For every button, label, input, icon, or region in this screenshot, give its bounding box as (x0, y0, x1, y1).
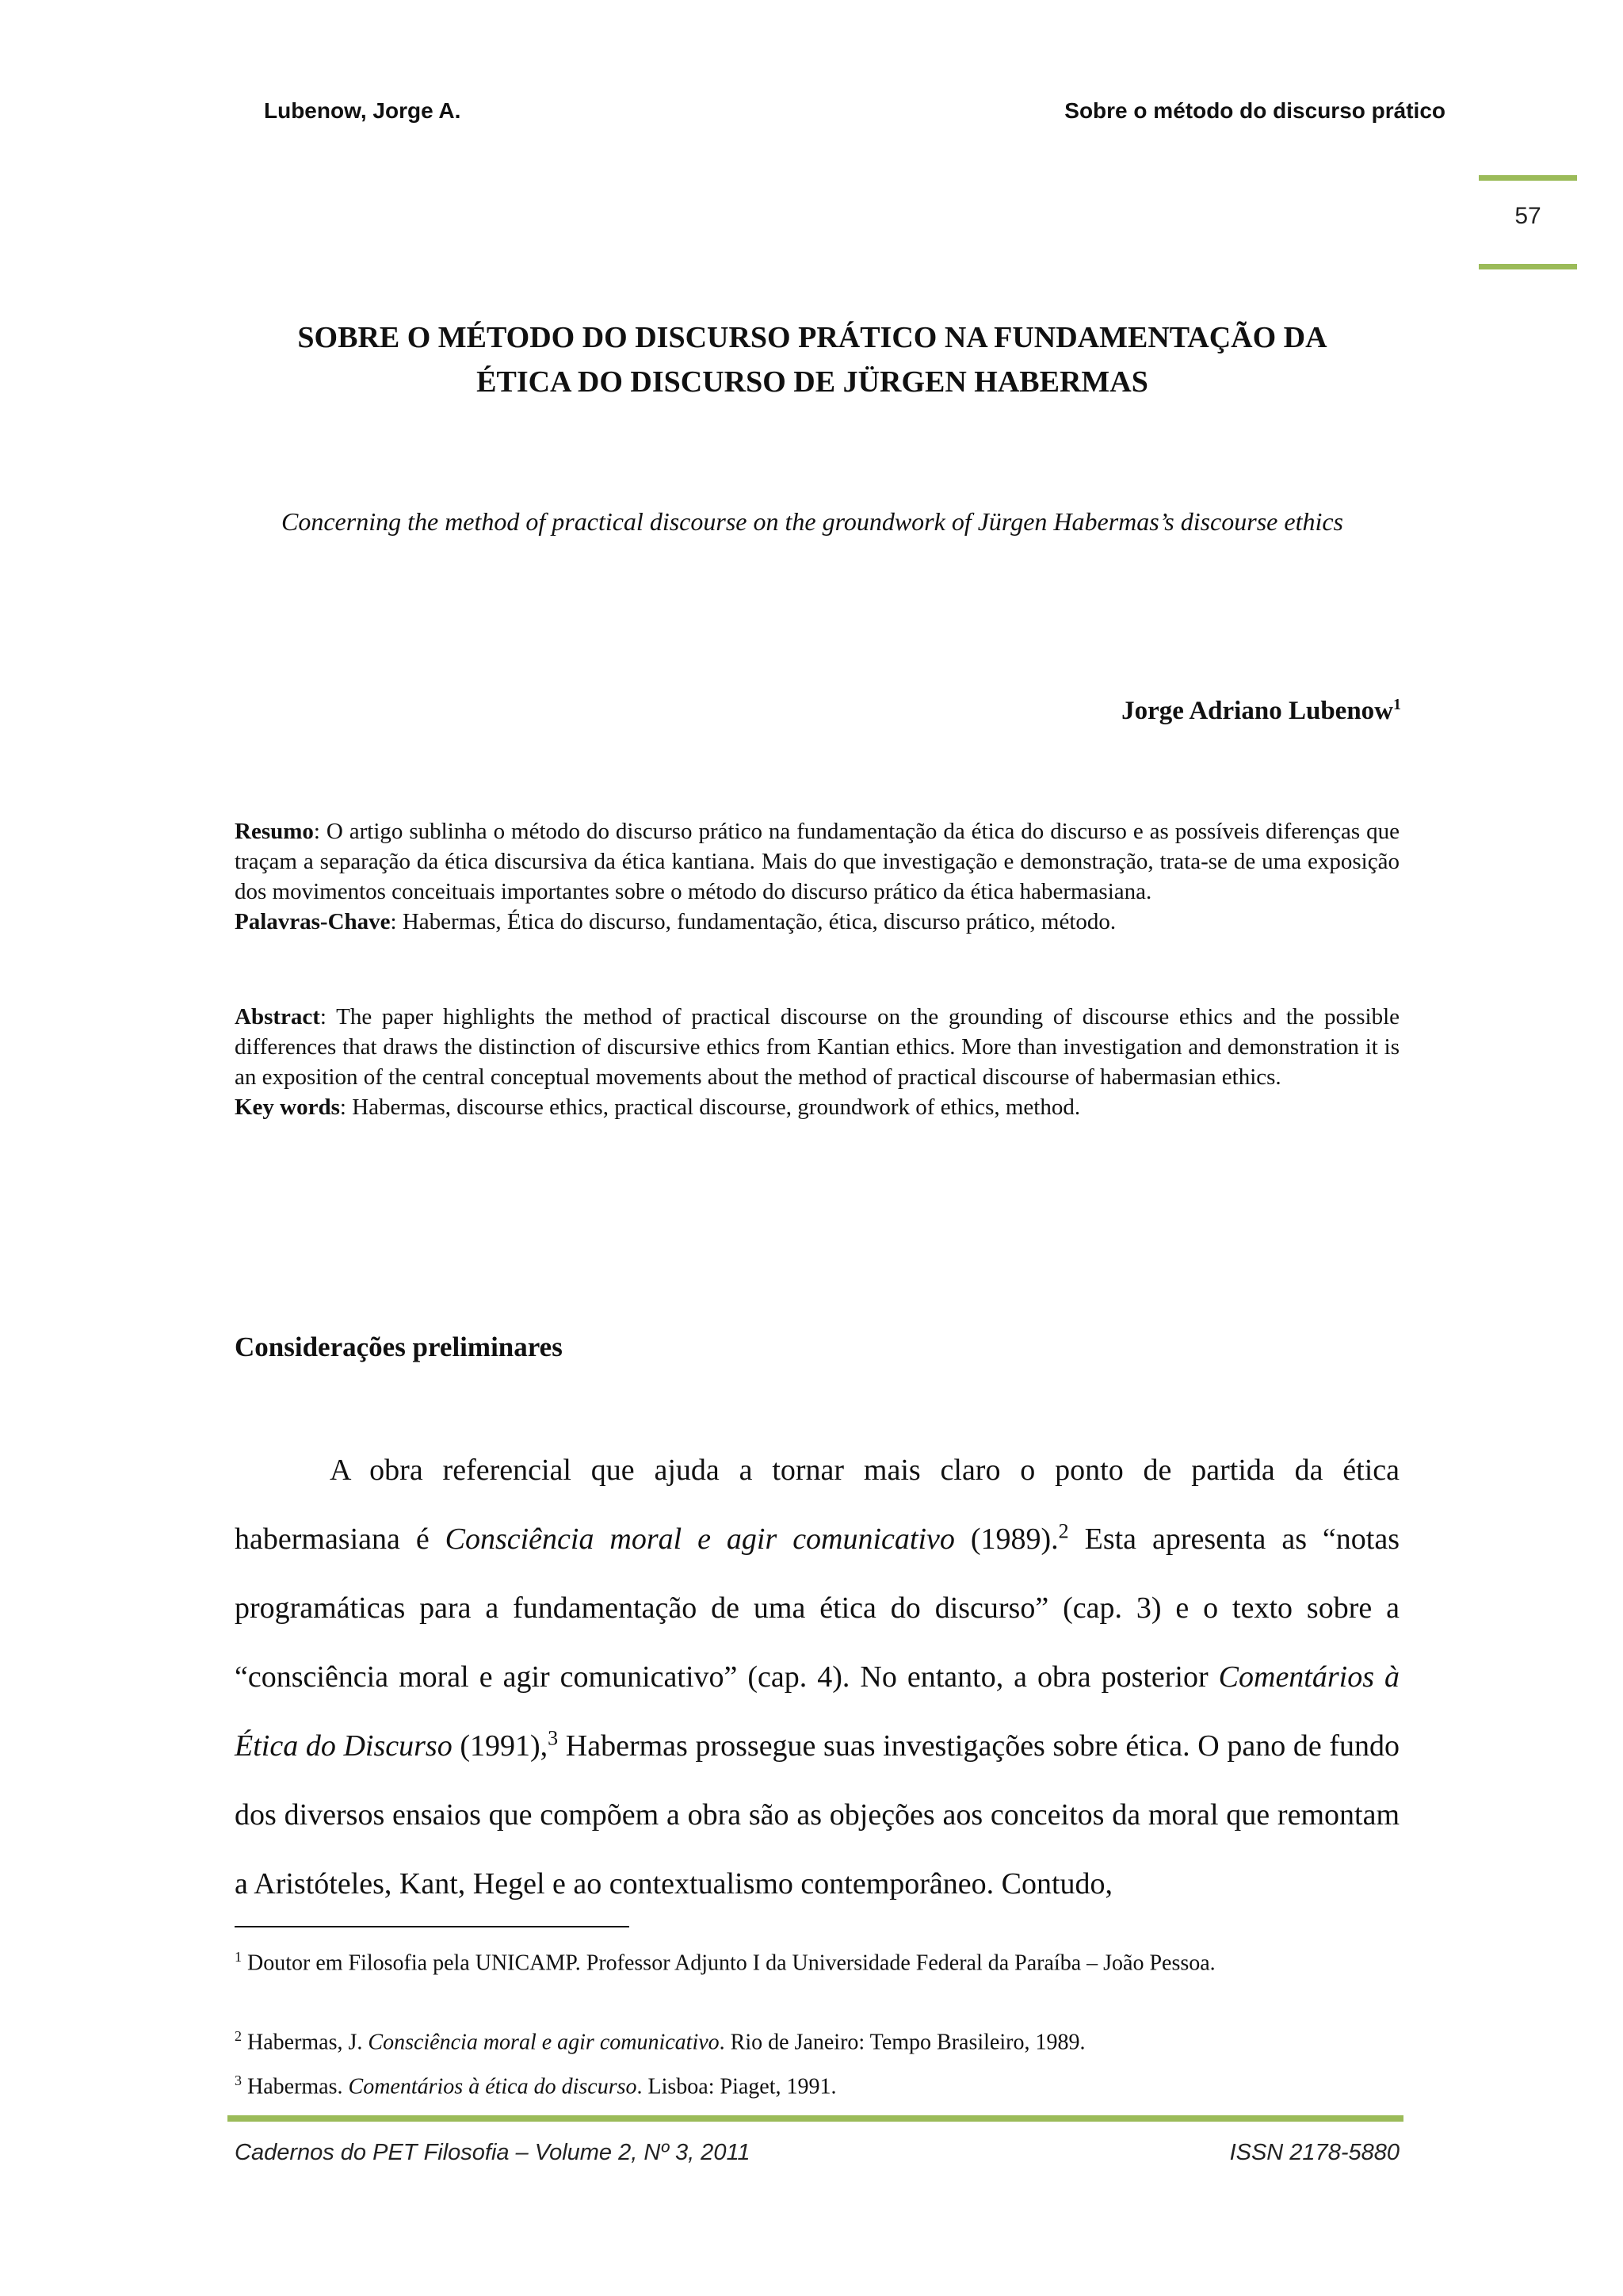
work-title-comentarios: Comentários à Ética do Discurso (235, 1660, 1400, 1763)
resumo-block (235, 816, 1400, 937)
article-title (230, 315, 1395, 404)
page-number-bottom-rule (1479, 264, 1577, 269)
footnote-1-text: Doutor em Filosofia pela UNICAMP. Professor Adjunto I da Universidade Federal da Paraíba – João Pessoa. (242, 1950, 1216, 1976)
footnote-2-text: Habermas, J. (242, 2030, 369, 2055)
footnote-2-text-end: . Rio de Janeiro: Tempo Brasileiro, 1989. (719, 2030, 1086, 2055)
page-number-top-rule (1479, 175, 1577, 181)
footnote-3-number: 3 (235, 2073, 242, 2088)
palavras-chave-paragraph (235, 907, 1400, 937)
body-text-segment: (1989). (954, 1522, 1059, 1556)
footer-issn: ISSN 2178-5880 (1229, 2140, 1400, 2165)
footnote-2-work-title: Consciência moral e agir comunicativo (368, 2030, 720, 2055)
abstract-block (235, 1002, 1400, 1122)
footnote-3-text-end: . Lisboa: Piaget, 1991. (636, 2074, 837, 2099)
abstract-text: : The paper highlights the method of practical discourse on the grounding of discourse ethics and the possible differences that draws the distinction of discursive ethics from Kantian ethics. More than investigation and demonstration it is an exposition of the central conceptual movements about the method of practical discourse of habermasian ethics. (235, 1004, 1400, 1090)
resumo-text: : O artigo sublinha o método do discurso prático na fundamentação da ética do discurso e as possíveis diferenças que traçam a separação da ética discursiva da ética kantiana. Mais do que investigação e demonstração, trata-se de uma exposição dos movimentos conceituais importantes sobre o método do discurso prático da ética habermasiana. (235, 819, 1400, 904)
resumo-paragraph (235, 816, 1400, 907)
body-text-segment: A obra referencial que ajuda a tornar mais claro o ponto de partida da ética habermasiana é (235, 1454, 1400, 1556)
footnote-2 (235, 2021, 1400, 2057)
page-number: 57 (1514, 203, 1541, 229)
footnote-ref-3[interactable]: 3 (548, 1726, 559, 1750)
work-title-consciencia: Consciência moral e agir comunicativo (445, 1522, 955, 1556)
footnote-1 (235, 1942, 1400, 1978)
key-words-text: : Habermas, discourse ethics, practical discourse, groundwork of ethics, method. (339, 1095, 1081, 1120)
resumo-label: Resumo (235, 819, 314, 844)
author-name-text: Jorge Adriano Lubenow (1121, 697, 1393, 725)
footnote-3 (235, 2065, 1400, 2102)
abstract-paragraph (235, 1002, 1400, 1092)
abstract-label: Abstract (235, 1004, 320, 1030)
footnote-2-number: 2 (235, 2028, 242, 2044)
footnote-1-number: 1 (235, 1949, 242, 1965)
article-title-line-1: SOBRE O MÉTODO DO DISCURSO PRÁTICO NA FUNDAMENTAÇÃO DA (297, 321, 1327, 354)
author-name (1121, 696, 1401, 726)
footnote-3-work-title: Comentários à ética do discurso (348, 2074, 637, 2099)
footer-rule (227, 2115, 1403, 2122)
running-head-author: Lubenow, Jorge A. (264, 98, 461, 123)
running-head-title: Sobre o método do discurso prático (1064, 98, 1445, 123)
article-title-line-2: ÉTICA DO DISCURSO DE JÜRGEN HABERMAS (476, 365, 1148, 399)
body-text (235, 1436, 1400, 1919)
footnote-ref-2[interactable]: 2 (1058, 1519, 1069, 1543)
article-subtitle: Concerning the method of practical discourse on the groundwork of Jürgen Habermas’s discourse ethics (281, 507, 1343, 536)
key-words-label: Key words (235, 1095, 340, 1120)
key-words-paragraph (235, 1092, 1400, 1122)
footnote-3-text: Habermas. (242, 2074, 349, 2099)
section-heading: Considerações preliminares (235, 1331, 563, 1362)
footer-journal: Cadernos do PET Filosofia – Volume 2, Nº 3, 2011 (235, 2140, 750, 2165)
palavras-chave-text: : Habermas, Ética do discurso, fundamentação, ética, discurso prático, método. (390, 909, 1117, 934)
body-text-segment: (1991), (452, 1729, 548, 1763)
body-text-segment: Habermas prossegue suas investigações sobre ética. O pano de fundo dos diversos ensaios que compõem a obra são as objeções aos conceitos da moral que remontam a Aristóteles, Kant, Hegel e ao contextualismo contemporâneo. Contudo, (235, 1729, 1400, 1901)
body-paragraph (235, 1436, 1400, 1919)
body-text-segment: Esta apresenta as “notas programáticas para a fundamentação de uma ética do discurso” (cap. 3) e o texto sobre a “consciência moral e agir comunicativo” (cap. 4). No entanto, a obra posterior (235, 1522, 1400, 1694)
palavras-chave-label: Palavras-Chave (235, 909, 391, 934)
footnote-separator (235, 1926, 629, 1927)
author-footnote-ref[interactable]: 1 (1393, 696, 1401, 713)
